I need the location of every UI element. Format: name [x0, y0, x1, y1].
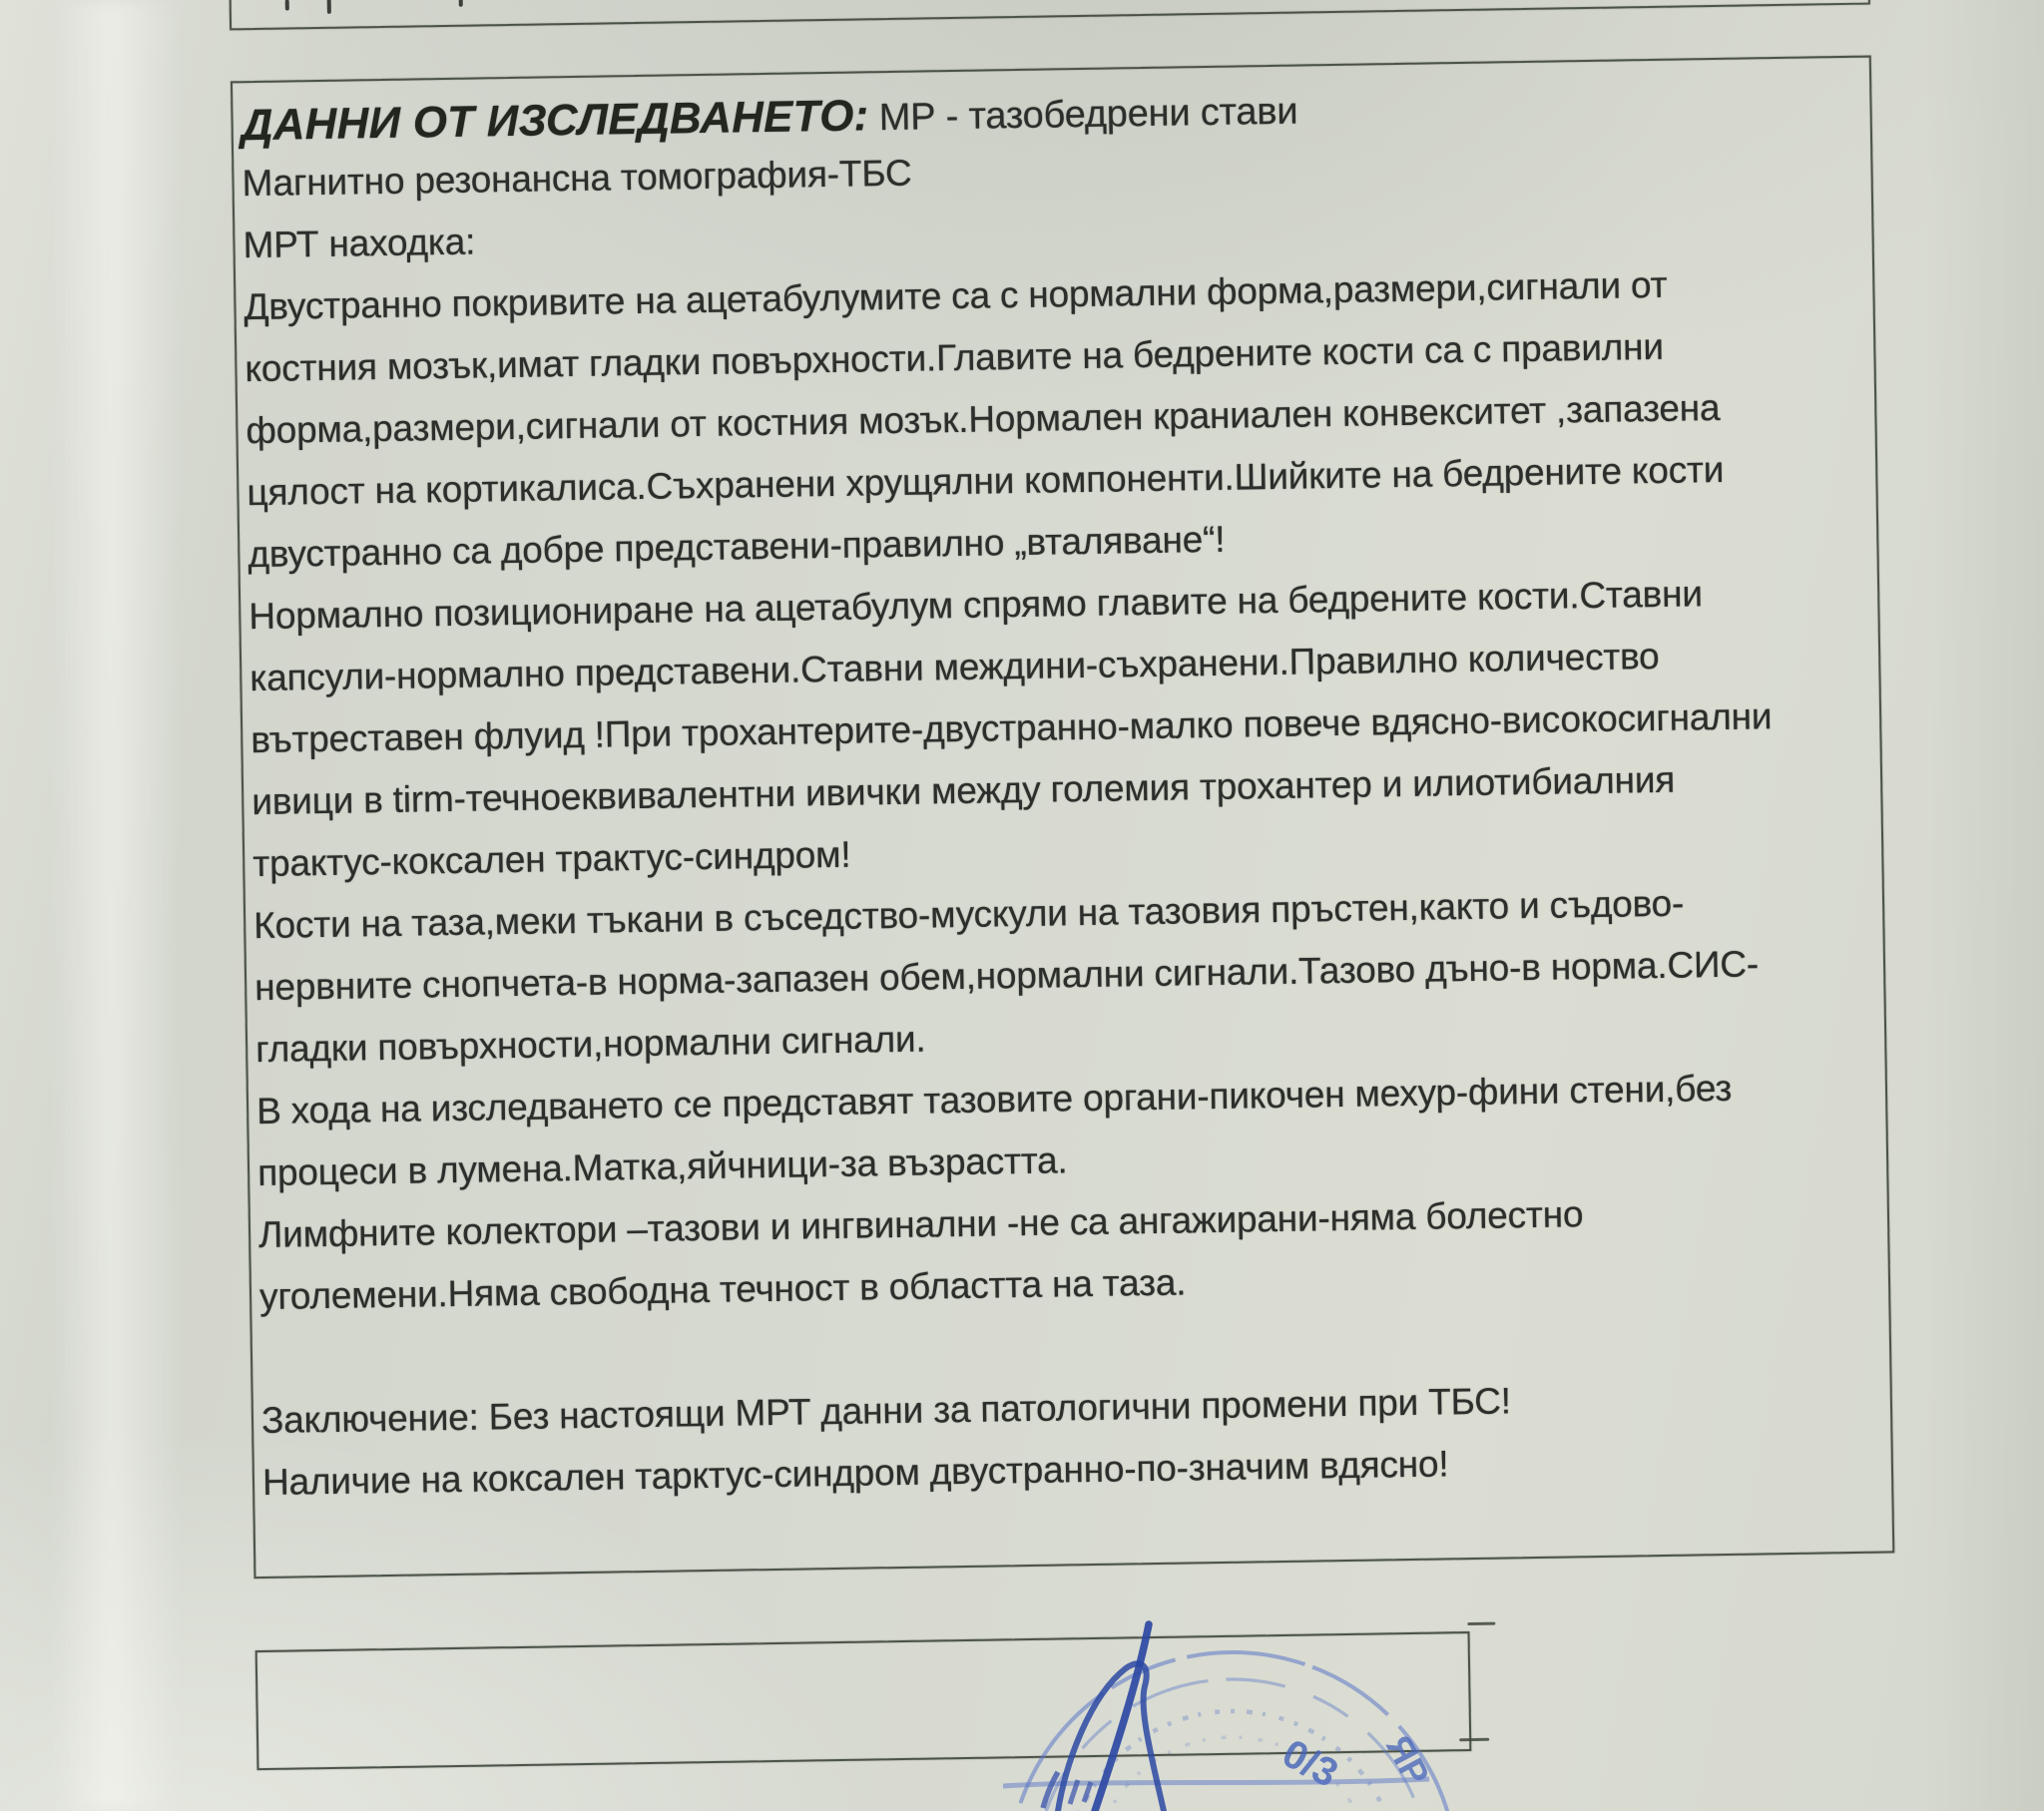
cutoff-text-mark — [327, 0, 331, 14]
report-line: Кости на таза,меки тъкани в съседство-мускули на тазовия пръстен,както и съдово- — [253, 882, 1685, 947]
report-line: процеси в лумена.Матка,яйчници-за възрастта. — [256, 1139, 1068, 1194]
report-line: Заключение: Без настоящи МРТ данни за патологични промени при ТБС! — [260, 1380, 1512, 1442]
report-line: цялост на кортикалиса.Съхранени хрущялни компоненти.Шийките на бедрените кости — [247, 448, 1725, 514]
report-body — [242, 138, 1879, 1524]
top-cutoff-box — [229, 0, 1870, 30]
report-line: форма,размери,сигнали от костния мозък.Нормален краниален конвекситет ,запазена — [246, 386, 1721, 452]
report-line: нервните снопчета-в норма-запазен обем,нормални сигнали.Тазово дъно-в норма.СИС- — [254, 943, 1760, 1009]
report-line: уголемени.Няма свободна течност в областта на таза. — [258, 1261, 1187, 1318]
report-line: Магнитно резонансна томография-ТБС — [242, 152, 912, 205]
stamp-fragment-letters: ЯР — [1377, 1728, 1438, 1792]
report-line: Наличие на коксален тарктус-синдром двустранно-по-значим вдясно! — [261, 1443, 1449, 1504]
stamp-fragment-numbers: 0/3 — [1275, 1731, 1345, 1797]
report-line: гладки повърхности,нормални сигнали. — [255, 1018, 926, 1071]
report-line: Нормално позициониране на ацетабулум спрямо главите на бедрените кости.Ставни — [249, 573, 1704, 638]
cutoff-text-mark — [285, 0, 289, 10]
report-line: двустранно са добре представени-правилно „вталяване“! — [248, 518, 1226, 576]
report-line: костния мозък,имат гладки повърхности.Главите на бедрените кости са с правилни — [245, 325, 1665, 390]
report-heading-subject: МР - тазобедрени стави — [868, 90, 1298, 140]
stamp-and-signature — [948, 1612, 1492, 1811]
report-line: Двустранно покривите на ацетабулумите са с нормални форма,размери,сигнали от — [244, 263, 1668, 328]
report-line: В хода на изследването се представят тазовите органи-пикочен мехур-фини стени,без — [256, 1067, 1733, 1132]
report-line: вътреставен флуид !При трохантерите-двустранно-малко повече вдясно-високосигнални — [250, 695, 1773, 761]
report-line: трактус-коксален трактус-синдром! — [252, 833, 851, 885]
report-line: Лимфните колектори –тазови и ингвинални -не са ангажирани-няма болестно — [257, 1193, 1584, 1256]
report-line: ивици в tirm-течноеквивалентни ивички между големия трохантер и илиотибиалния — [251, 758, 1676, 823]
report-line: капсули-нормално представени.Ставни междини-съхранени.Правилно количество — [250, 635, 1660, 699]
report-heading-title: ДАННИ ОТ ИЗСЛЕДВАНЕТО: — [241, 91, 869, 151]
report-line: МРТ находка: — [243, 221, 476, 266]
report-text — [241, 76, 1879, 1524]
cutoff-text-mark — [459, 0, 463, 7]
stamp-text-ring — [1067, 1711, 1398, 1811]
